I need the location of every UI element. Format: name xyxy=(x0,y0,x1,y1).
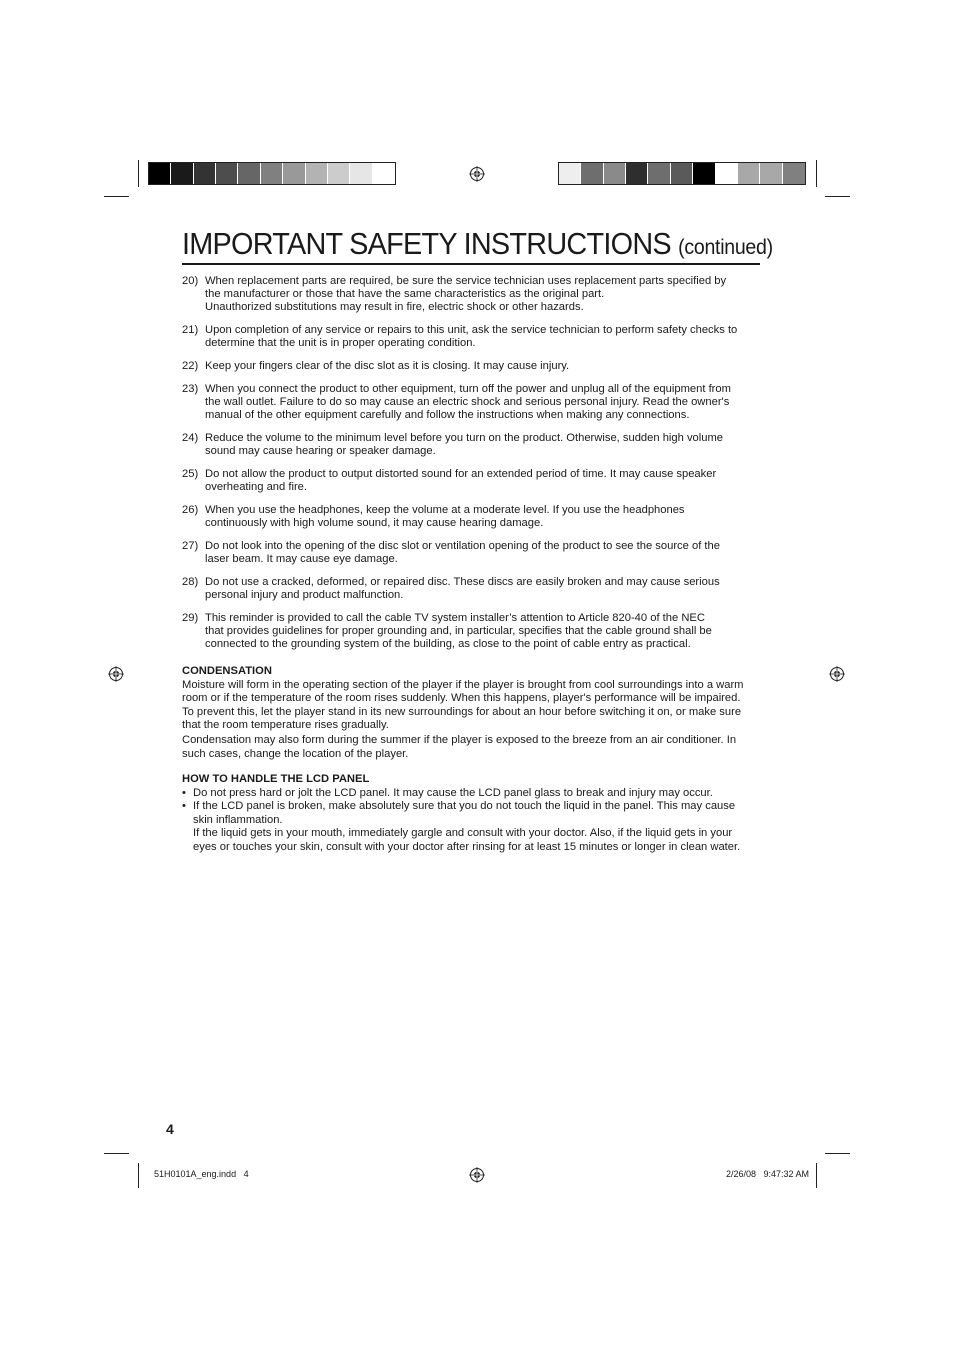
footer-timestamp: 2/26/08 9:47:32 AM xyxy=(725,1169,809,1179)
item-text-line: that provides guidelines for proper grounding and, in particular, specifies that the cable ground shall be xyxy=(205,625,712,637)
color-swatch xyxy=(261,163,283,184)
condensation-line: room or if the temperature of the room rises suddenly. When this happens, player's performance will be impaired. xyxy=(182,692,741,704)
crop-mark xyxy=(138,160,139,187)
item-number: 20) xyxy=(182,275,199,287)
item-text-line: Upon completion of any service or repairs to this unit, ask the service technician to perform safety checks to xyxy=(205,324,738,336)
item-number: 28) xyxy=(182,576,199,588)
lcd-bullet-line: If the LCD panel is broken, make absolutely sure that you do not touch the liquid in the panel. This may cause xyxy=(193,800,736,812)
list-item xyxy=(182,360,762,373)
condensation-heading: CONDENSATION xyxy=(182,665,272,677)
registration-mark-icon xyxy=(469,1167,485,1183)
item-number: 22) xyxy=(182,360,199,372)
crop-mark xyxy=(104,196,129,197)
item-text-line: sound may cause hearing or speaker damage. xyxy=(205,445,436,457)
item-text-line: Do not allow the product to output distorted sound for an extended period of time. It may cause speaker xyxy=(205,468,717,480)
item-text-line: Reduce the volume to the minimum level before you turn on the product. Otherwise, sudden high volume xyxy=(205,432,724,444)
crop-mark xyxy=(816,160,817,187)
item-text-line: Unauthorized substitutions may result in fire, electric shock or other hazards. xyxy=(205,301,584,313)
color-swatch xyxy=(604,163,626,184)
color-swatch xyxy=(693,163,715,184)
color-swatch xyxy=(626,163,648,184)
registration-mark-icon xyxy=(469,166,485,182)
title-main-text: IMPORTANT SAFETY INSTRUCTIONS xyxy=(182,226,671,261)
color-swatch xyxy=(306,163,328,184)
lcd-bullet-line: skin inflammation. xyxy=(193,813,283,826)
list-item xyxy=(182,540,762,566)
list-item xyxy=(182,787,764,801)
crop-mark xyxy=(816,1163,817,1188)
item-number: 23) xyxy=(182,383,199,395)
title-continued-text: (continued) xyxy=(678,236,773,259)
crop-mark xyxy=(138,1163,139,1188)
registration-mark-icon xyxy=(108,666,124,682)
item-text-line: When you use the headphones, keep the volume at a moderate level. If you use the headphones xyxy=(205,504,685,516)
list-item xyxy=(182,432,762,458)
item-number: 25) xyxy=(182,468,199,480)
list-item xyxy=(182,468,762,494)
item-number: 27) xyxy=(182,540,199,552)
item-text-line: overheating and fire. xyxy=(205,481,307,493)
crop-mark xyxy=(104,1153,129,1154)
list-item xyxy=(182,383,762,422)
crop-mark xyxy=(825,1153,850,1154)
color-swatch xyxy=(716,163,738,184)
bullet: • xyxy=(182,786,186,799)
list-item xyxy=(182,275,762,314)
registration-mark-icon xyxy=(829,666,845,682)
item-number: 26) xyxy=(182,504,199,516)
lcd-bullet-line: Do not press hard or jolt the LCD panel. It may cause the LCD panel glass to break and injury may occur. xyxy=(193,786,713,799)
color-swatch xyxy=(783,163,805,184)
color-swatch xyxy=(648,163,670,184)
item-number: 29) xyxy=(182,612,199,624)
list-item xyxy=(182,576,762,602)
lcd-panel-section xyxy=(182,773,764,854)
condensation-line: that the room temperature rises gradually. xyxy=(182,719,389,731)
item-number: 24) xyxy=(182,432,199,444)
condensation-line: Condensation may also form during the summer if the player is exposed to the breeze from an air conditioner. In xyxy=(182,733,737,746)
color-calibration-bar-left xyxy=(148,162,396,185)
color-swatch xyxy=(283,163,305,184)
item-number: 21) xyxy=(182,324,199,336)
item-text-line: continuously with high volume sound, it may cause hearing damage. xyxy=(205,517,544,529)
list-item xyxy=(182,612,762,651)
color-swatch xyxy=(171,163,193,184)
list-item xyxy=(182,324,762,350)
item-text-line: determine that the unit is in proper operating condition. xyxy=(205,337,476,349)
item-text-line: Do not look into the opening of the disc slot or ventilation opening of the product to see the source of the xyxy=(205,540,720,552)
item-text-line: laser beam. It may cause eye damage. xyxy=(205,553,398,565)
lcd-bullet-line: eyes or touches your skin, consult with your doctor after rinsing for at least 15 minutes or longer in clean water. xyxy=(193,840,741,853)
color-swatch xyxy=(373,163,395,184)
crop-mark xyxy=(825,196,850,197)
safety-instructions-list xyxy=(182,275,762,661)
list-item xyxy=(182,504,762,530)
item-text-line: When you connect the product to other equipment, turn off the power and unplug all of the equipment from xyxy=(205,383,731,395)
color-swatch xyxy=(671,163,693,184)
color-swatch xyxy=(760,163,782,184)
color-swatch xyxy=(328,163,350,184)
item-text-line: the wall outlet. Failure to do so may cause an electric shock and serious personal injury. Read the owner's xyxy=(205,396,730,408)
color-swatch xyxy=(238,163,260,184)
item-text-line: Keep your fingers clear of the disc slot as it is closing. It may cause injury. xyxy=(205,360,570,372)
color-calibration-bar-right xyxy=(558,162,806,185)
color-swatch xyxy=(559,163,581,184)
footer-filename: 51H0101A_eng.indd 4 xyxy=(154,1169,249,1179)
page-number: 4 xyxy=(166,1121,174,1137)
item-text-line: personal injury and product malfunction. xyxy=(205,589,404,601)
item-text-line: manual of the other equipment carefully and follow the instructions when making any connections. xyxy=(205,409,690,421)
lcd-panel-heading: HOW TO HANDLE THE LCD PANEL xyxy=(182,773,370,785)
color-swatch xyxy=(738,163,760,184)
color-swatch xyxy=(149,163,171,184)
item-text-line: Do not use a cracked, deformed, or repaired disc. These discs are easily broken and may cause serious xyxy=(205,576,720,588)
color-swatch xyxy=(581,163,603,184)
color-swatch xyxy=(194,163,216,184)
condensation-line: such cases, change the location of the player. xyxy=(182,748,409,760)
condensation-line: Moisture will form in the operating section of the player if the player is brought from cool surroundings into a warm xyxy=(182,678,744,691)
condensation-line: To prevent this, let the player stand in its new surroundings for about an hour before switching it on, or make sure xyxy=(182,705,742,718)
color-swatch xyxy=(216,163,238,184)
item-text-line: This reminder is provided to call the cable TV system installer’s attention to Article 820-40 of the NEC xyxy=(205,612,705,624)
item-text-line: connected to the grounding system of the building, as close to the point of cable entry as practical. xyxy=(205,638,691,650)
condensation-section xyxy=(182,665,764,762)
item-text-line: the manufacturer or those that have the same characteristics as the original part. xyxy=(205,288,605,300)
color-swatch xyxy=(350,163,372,184)
page-title xyxy=(182,226,773,265)
list-item xyxy=(182,800,764,854)
item-text-line: When replacement parts are required, be sure the service technician uses replacement parts specified by xyxy=(205,275,727,287)
bullet: • xyxy=(182,800,186,812)
lcd-bullet-line: If the liquid gets in your mouth, immediately gargle and consult with your doctor. Also, if the liquid gets in your xyxy=(193,827,733,839)
